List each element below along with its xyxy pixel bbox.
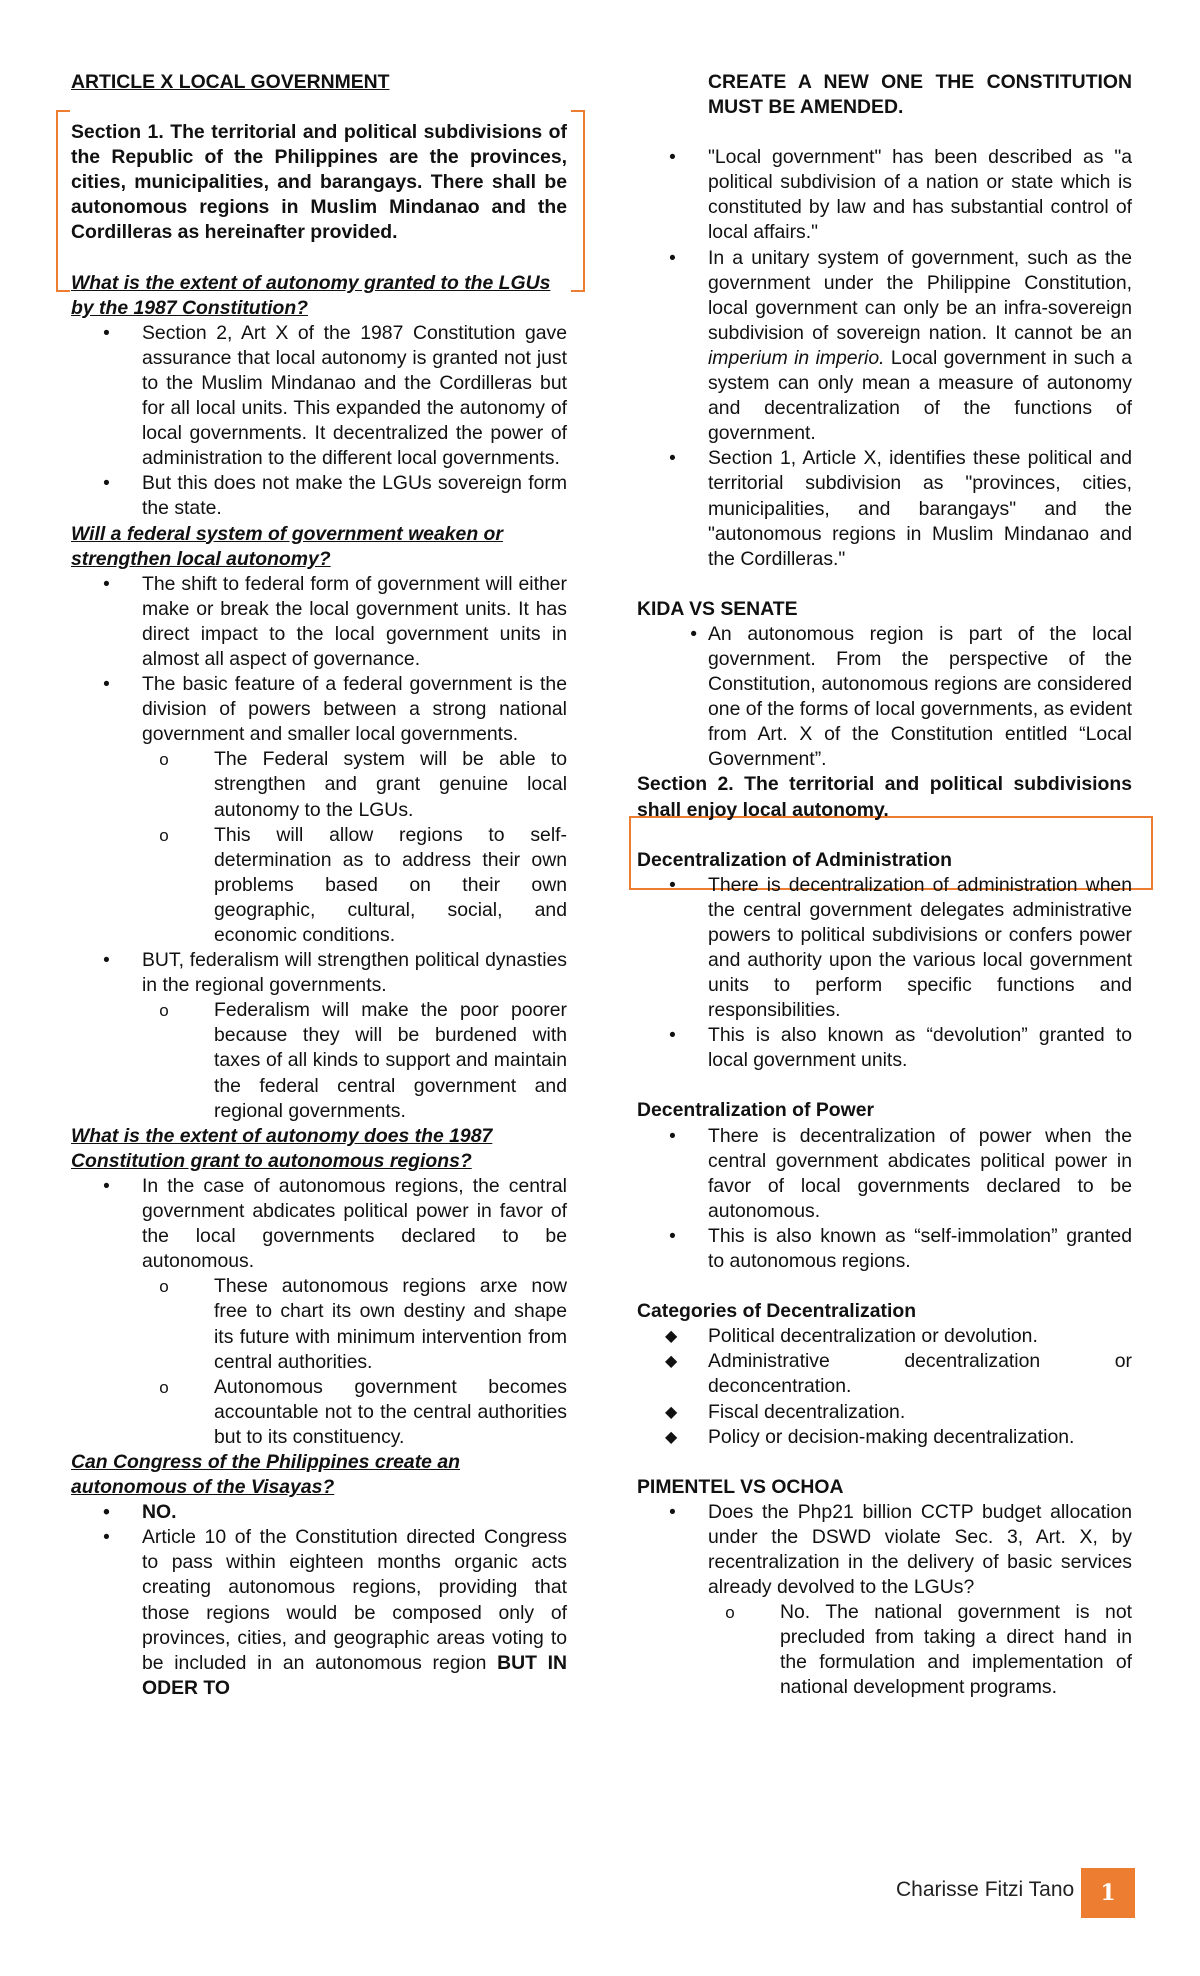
list-item: ◆ Policy or decision-making decentralization. — [637, 1425, 1132, 1450]
section1-highlight-bracket-right — [570, 110, 585, 292]
bullet-icon — [637, 873, 708, 898]
list-item: • The shift to federal form of government will either make or break the local government units. It has direct impact to the local government units in almost all aspect of governance. — [71, 572, 567, 672]
question-2: Will a federal system of government weaken or strengthen local autonomy? — [71, 522, 503, 570]
circle-bullet-icon: o — [159, 750, 169, 770]
list-item: • There is decentralization of administration when the central government delegates administrative powers to political subdivisions or confers power and authority upon the various local government units to perform specific functions and responsibilities. — [637, 873, 1132, 1024]
bullet-icon — [71, 1525, 142, 1550]
dec-admin-title: Decentralization of Administration — [637, 848, 952, 871]
circle-bullet-icon: o — [159, 1001, 169, 1021]
list-item: • Section 1, Article X, identifies these political and territorial subdivision as "provinces, cities, municipalities, and barangays" and the "autonomous regions in Muslim Mindanao and the Cordilleras." — [637, 446, 1132, 571]
list-item: • This is also known as “self-immolation” granted to autonomous regions. — [637, 1224, 1132, 1274]
list-item: ◆ Fiscal decentralization. — [637, 1400, 1132, 1425]
circle-bullet-icon: o — [159, 1277, 169, 1297]
sub-list-item: o This will allow regions to self-determination as to address their own problems based on their own geographic, cultural, social, and economic conditions. — [71, 823, 567, 948]
bullet-icon — [71, 471, 142, 496]
list-item: • NO. — [71, 1500, 567, 1525]
left-column — [71, 70, 567, 1701]
list-item: • In a unitary system of government, such as the government under the Philippine Constitution, local government can only be an infra-sovereign subdivision of sovereign nation. It cannot be an imperium in imperio. Local government in such a system can only mean a measure of autonomy and decentralization of the functions of government. — [637, 246, 1132, 447]
bullet-icon — [637, 1224, 708, 1249]
diamond-bullet-icon: ◆ — [665, 1428, 678, 1446]
list-item: • BUT, federalism will strengthen political dynasties in the regional governments. — [71, 948, 567, 998]
section1-text: Section 1. The territorial and political subdivisions of the Republic of the Philippines are the provinces, cities, municipalities, and barangays. There shall be autonomous regions in Muslim Mindanao and the Cordilleras as hereinafter provided. — [71, 121, 567, 244]
article-title: ARTICLE X LOCAL GOVERNMENT — [71, 71, 390, 93]
bullet-icon: • — [690, 622, 697, 645]
right-column — [637, 70, 1132, 1701]
pimentel-list — [637, 1500, 1132, 1701]
bullet-icon — [637, 145, 708, 170]
bullet-icon — [71, 1174, 142, 1199]
circle-bullet-icon: o — [159, 1377, 169, 1397]
dec-admin-list — [637, 873, 1132, 1074]
question-3: What is the extent of autonomy does the 1987 Constitution grant to autonomous regions? — [71, 1124, 493, 1172]
categories-list — [637, 1324, 1132, 1449]
kida-title: KIDA VS SENATE — [637, 597, 798, 620]
pimentel-title: PIMENTEL VS OCHOA — [637, 1475, 844, 1498]
section2-text: Section 2. The territorial and political subdivisions shall enjoy local autonomy. — [637, 773, 1132, 821]
list-item: • But this does not make the LGUs sovereign form the state. — [71, 471, 567, 521]
question-1-list — [71, 321, 567, 522]
bullet-icon — [71, 672, 142, 697]
categories-title: Categories of Decentralization — [637, 1300, 917, 1323]
question-1: What is the extent of autonomy granted to the LGUs by the 1987 Constitution? — [71, 271, 551, 319]
sub-list-item: o The Federal system will be able to strengthen and grant genuine local autonomy to the LGUs. — [71, 747, 567, 822]
list-item: • There is decentralization of power when the central government abdicates political power in favor of local governments declared to be autonomous. — [637, 1124, 1132, 1224]
bullet-icon — [637, 1023, 708, 1048]
dec-power-title: Decentralization of Power — [637, 1099, 875, 1122]
question-2-list — [71, 572, 567, 1124]
bullet-icon — [71, 948, 142, 973]
circle-bullet-icon: o — [725, 1603, 735, 1623]
list-item: • An autonomous region is part of the local government. From the perspective of the Constitution, autonomous regions are considered one of the forms of local governments, as evident from Art. X of the Constitution entitled “Local Government”. — [637, 622, 1132, 773]
local-government-list — [637, 145, 1132, 572]
diamond-bullet-icon: ◆ — [665, 1353, 678, 1371]
page-number-badge: 1 — [1081, 1868, 1135, 1918]
bullet-icon — [71, 1500, 142, 1525]
list-item: • "Local government" has been described as "a political subdivision of a nation or state which is constituted by law and has substantial control of local affairs." — [637, 145, 1132, 245]
sub-list-item: o No. The national government is not precluded from taking a direct hand in the formulation and implementation of national development programs. — [637, 1600, 1132, 1700]
bullet-icon — [637, 446, 708, 471]
sub-list-item: o Federalism will make the poor poorer because they will be burdened with taxes of all kinds to support and maintain the federal central government and regional governments. — [71, 998, 567, 1123]
sub-list-item: o Autonomous government becomes accountable not to the central authorities but to its constituency. — [71, 1375, 567, 1450]
bullet-icon — [637, 1124, 708, 1149]
list-item: • Does the Php21 billion CCTP budget allocation under the DSWD violate Sec. 3, Art. X, by recentralization in the delivery of basic services already devolved to the LGUs? — [637, 1500, 1132, 1600]
footer-author: Charisse Fitzi Tano — [896, 1878, 1075, 1901]
diamond-bullet-icon: ◆ — [665, 1403, 678, 1421]
bullet-icon — [71, 321, 142, 346]
list-item: • In the case of autonomous regions, the central government abdicates political power in favor of the local governments declared to be autonomous. — [71, 1174, 567, 1274]
dec-power-list — [637, 1124, 1132, 1275]
sub-list-item: o These autonomous regions arxe now free to chart its own destiny and shape its future with minimum intervention from central authorities. — [71, 1274, 567, 1374]
kida-list — [637, 622, 1132, 773]
continued-text: CREATE A NEW ONE THE CONSTITUTION MUST BE AMENDED. — [708, 71, 1132, 119]
bullet-icon — [637, 1500, 708, 1525]
diamond-bullet-icon: ◆ — [665, 1328, 678, 1346]
circle-bullet-icon: o — [159, 825, 169, 845]
question-4: Can Congress of the Philippines create an autonomous of the Visayas? — [71, 1450, 460, 1499]
list-item: • This is also known as “devolution” granted to local government units. — [637, 1023, 1132, 1073]
bullet-icon — [71, 572, 142, 597]
list-item: • Article 10 of the Constitution directed Congress to pass within eighteen months organic acts creating autonomous regions, providing that those regions would be composed only of provinces, cities, and geographic areas voting to be included in an autonomous region BUT IN ODER TO — [71, 1525, 567, 1701]
list-item: • Section 2, Art X of the 1987 Constitution gave assurance that local autonomy is granted not just to the Muslim Mindanao and the Cordilleras but for all local units. This expanded the autonomy of local governments. It decentralized the power of administration to the different local governments. — [71, 321, 567, 472]
question-3-list — [71, 1174, 567, 1450]
question-4-list — [71, 1500, 567, 1701]
list-item: ◆ Political decentralization or devolution. — [637, 1324, 1132, 1349]
bullet-icon — [637, 246, 708, 271]
list-item: • The basic feature of a federal government is the division of powers between a strong national government and smaller local governments. — [71, 672, 567, 747]
list-item: ◆ Administrative decentralization or deconcentration. — [665, 1350, 1132, 1398]
